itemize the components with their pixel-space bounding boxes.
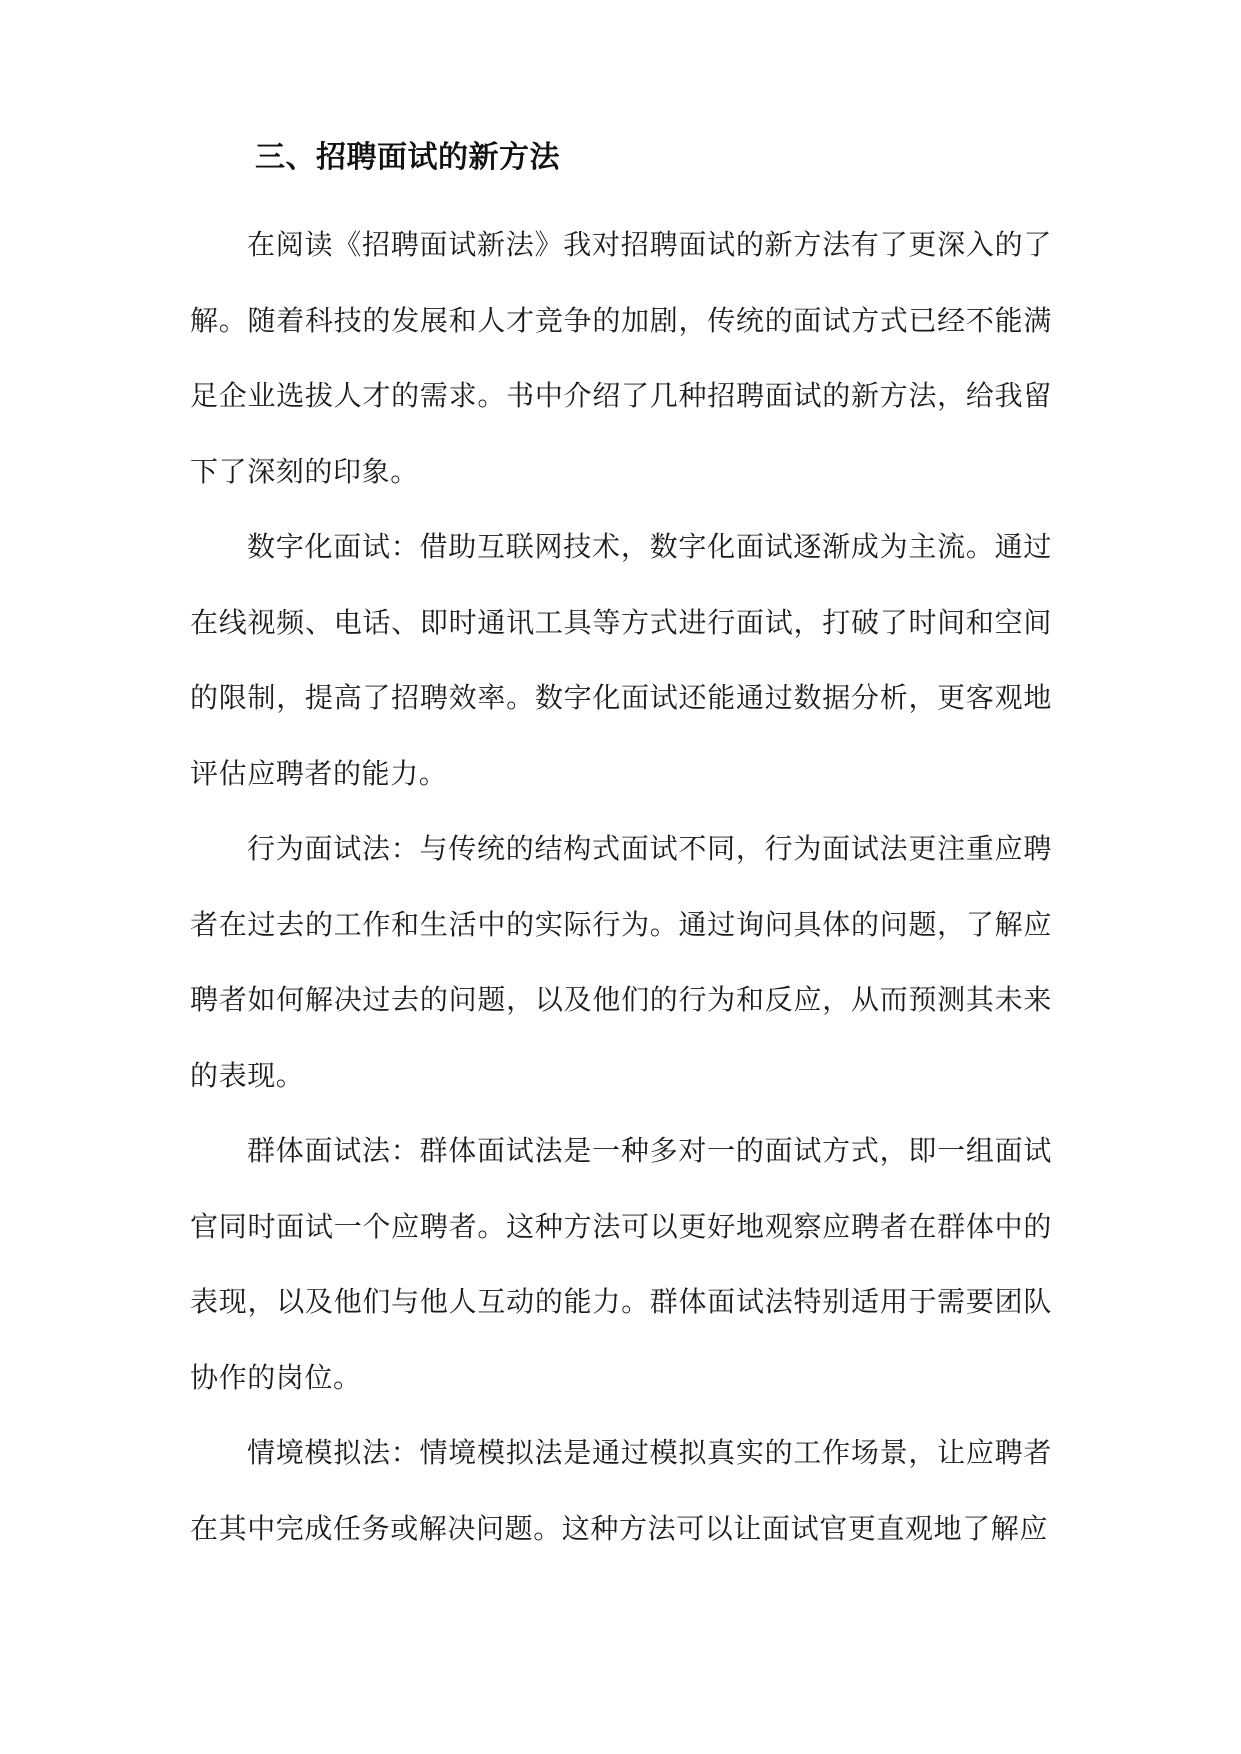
paragraph-behavioral-interview: 行为面试法：与传统的结构式面试不同，行为面试法更注重应聘者在过去的工作和生活中的实际行为。通过询问具体的问题，了解应聘者如何解决过去的问题，以及他们的行为和反应，从而预测其未来的表现。: [190, 832, 1052, 1092]
paragraph-situational-simulation: 情境模拟法：情境模拟法是通过模拟真实的工作场景，让应聘者在其中完成任务或解决问题。这种方法可以让面试官更直观地了解应: [190, 1436, 1052, 1545]
section-heading: 三、招聘面试的新方法: [255, 140, 560, 175]
paragraph-group-interview: 群体面试法：群体面试法是一种多对一的面试方式，即一组面试官同时面试一个应聘者。这种方法可以更好地观察应聘者在群体中的表现，以及他们与他人互动的能力。群体面试法特别适用于需要团队协作的岗位。: [190, 1134, 1052, 1394]
paragraph-digital-interview: 数字化面试：借助互联网技术，数字化面试逐渐成为主流。通过在线视频、电话、即时通讯工具等方式进行面试，打破了时间和空间的限制，提高了招聘效率。数字化面试还能通过数据分析，更客观地评估应聘者的能力。: [190, 530, 1052, 790]
paragraph-intro: 在阅读《招聘面试新法》我对招聘面试的新方法有了更深入的了解。随着科技的发展和人才竞争的加剧，传统的面试方式已经不能满足企业选拔人才的需求。书中介绍了几种招聘面试的新方法，给我留下了深刻的印象。: [190, 228, 1052, 488]
document-body: [190, 140, 1052, 1566]
